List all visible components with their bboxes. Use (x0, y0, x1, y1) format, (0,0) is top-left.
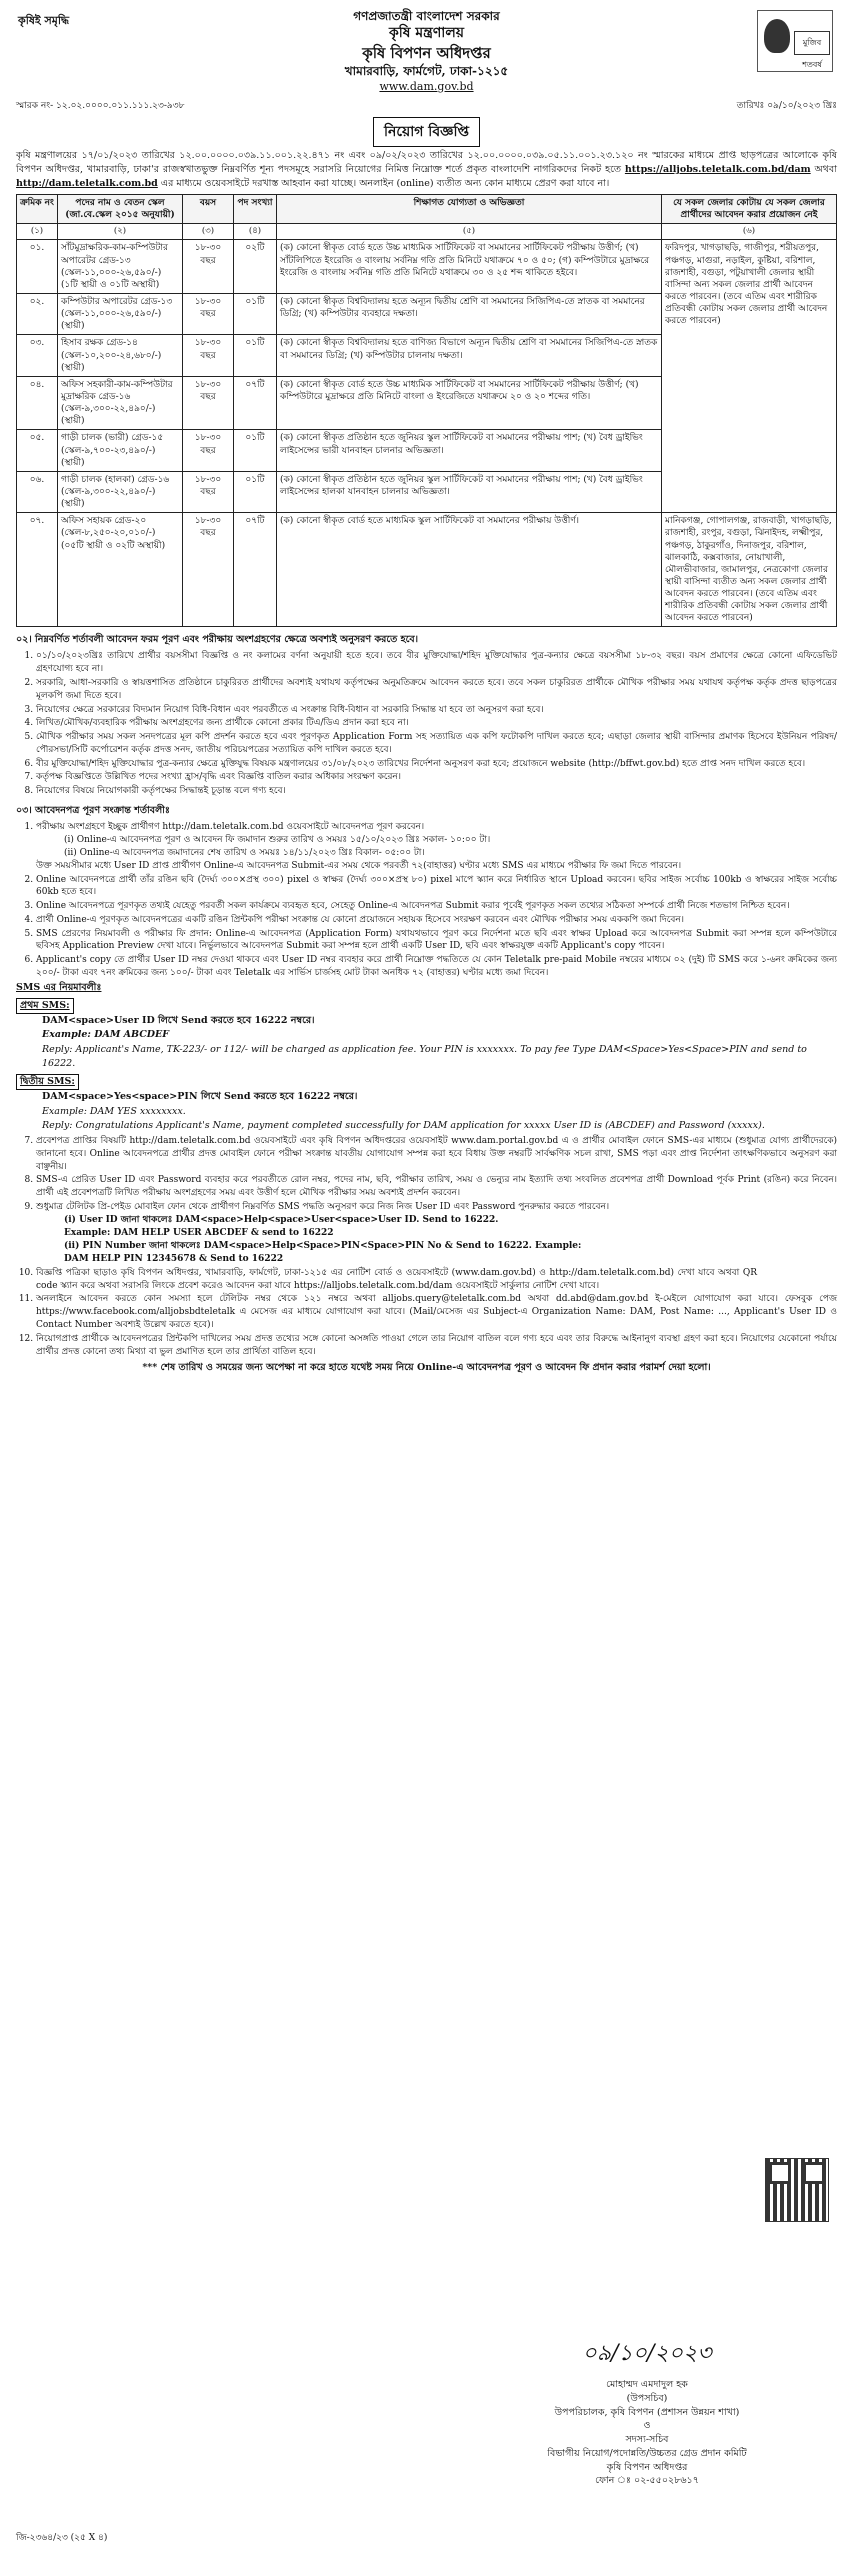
second-sms-reply: Reply: Congratulations Applicant's Name, payment completed successfully for DAM application for xxxxx User ID is (ABCDEF) and Password (xxxxx). (42, 1119, 765, 1131)
second-sms-command: DAM<space>Yes<space>PIN লিখে Send করতে হবে 16222 নম্বরে। (42, 1091, 358, 1103)
list-item: 11. অনলাইনে আবেদন করতে কোন সমস্যা হলে টেলিটক নম্বর থেকে ১২১ নম্বরে অথবা alljobs.query@teletalk.com.bd অথবা dd.abd@dam.gov.bd ই-মেইলে যোগাযোগ করা যাবে। ফেসবুক পেজ https://www.facebook.com/alljobsbdteletalk এ মেসেজ এর মাধ্যমে যোগাযোগ করা যাবে। (Mail/মেসেজ এর Subject-এ Organization Name: DAM, Post Name: ..., Applicant's User ID ও Contact Number অবশ্যই উল্লেখ করতে হবে)। (36, 1293, 837, 1331)
table-row: ০১. সাঁটমুদ্রাক্ষরিক-কাম-কম্পিউটার অপারেটর গ্রেড-১৩ (স্কেল-১১,০০০-২৬,৫৯০/-) (১টি স্থায়ী ও ০১টি অস্থায়ী) ১৮-৩০ বছর ০২টি (ক) কোনো স্বীকৃত বোর্ড হতে উচ্চ মাধ্যমিক সার্টিফিকেট বা সমমানের সার্টিফিকেট পরীক্ষায় উত্তীর্ণ; (খ) সাঁটলিপিতে ইংরেজি ও বাংলায় সর্বনিম্ন গতি প্রতি মিনিটে যথাক্রমে ৭০ ও ৫০; (গ) কম্পিউটারে মুদ্রাক্ষরে ইংরেজি ও বাংলায় সর্বনিম্ন গতি প্রতি মিনিটে যথাক্রমে ৩০ ও ২৫ শব্দ থাকিতে হইবে। ফরিদপুর, খাগড়াছড়ি, গাজীপুর, শরীয়তপুর, পঞ্চগড়, মাগুরা, নড়াইল, কুষ্টিয়া, বরিশাল, রাজশাহী, বগুড়া, পটুয়াখালী জেলার স্থায়ী বাসিন্দা অন্য সকল জেলার প্রার্থী আবেদন করতে পারবেন। (তবে এতিম এবং শারীরিক প্রতিবন্ধী কোটায় সকল জেলার প্রার্থী আবেদন করতে পারবেন) (17, 240, 837, 294)
conditions-heading: ০২। নিম্নবর্ণিত শর্তাবলী আবেদন ফরম পূরণ এবং পরীক্ষায় অংশগ্রহণের ক্ষেত্রে অবশ্যই অনুসরণ করতে হবে। (16, 634, 419, 646)
recruitment-notice-page (16, 8, 837, 2554)
first-sms-example: Example: DAM ABCDEF (42, 1029, 170, 1041)
print-code: জি-২৩৬৪/২৩ (২৫ X ৪) (16, 2533, 108, 2543)
list-item: 4. প্রার্থী Online-এ পূরণকৃত আবেদনপত্রের একটি রঙিন প্রিন্টকপি পরীক্ষা সংক্রান্ত যে কোনো প্রয়োজনে সহায়ক হিসেবে সংরক্ষণ করবেন এবং মৌখিক পরীক্ষার সময় এককপি জমা দিবেন। (36, 914, 837, 927)
list-item: 1. পরীক্ষায় অংশগ্রহণে ইচ্ছুক প্রার্থীগণ http://dam.teletalk.com.bd ওয়েবসাইটে আবেদনপত্র পূরণ করবেন। (i) Online-এ আবেদনপত্র পূরণ ও আবেদন ফি জমাদান শুরুর তারিখ ও সময়ঃ ১৫/১০/২০২৩ খ্রিঃ সকাল- ১০:০০ টা। (ii) Online-এ আবেদনপত্র জমাদানের শেষ তারিখ ও সময়ঃ ১৪/১১/২০২৩ খ্রিঃ বিকাল- ০৫:০০ টা। উক্ত সময়সীমার মধ্যে User ID প্রাপ্ত প্রার্থীগণ Online-এ আবেদনপত্র Submit-এর সময় থেকে পরবর্তী ৭২(বাহাত্তর) ঘণ্টার মধ্যে SMS এর মাধ্যমে পরীক্ষার ফি জমা দিতে পারবেন। (36, 821, 837, 873)
col-quota: যে সকল জেলার কোটায় যে সকল জেলার প্রার্থীদের আবেদন করার প্রয়োজন নেই (662, 194, 837, 223)
ministry-name: কৃষি মন্ত্রণালয় (388, 25, 465, 42)
second-sms-example: Example: DAM YES xxxxxxxx. (42, 1105, 186, 1117)
list-item: 6. Applicant's copy তে প্রার্থীর User ID নম্বর দেওয়া থাকবে এবং User ID নম্বর ব্যবহার করে প্রার্থী নিম্নোক্ত পদ্ধতিতে যে কোন Teletalk pre-paid Mobile নম্বরের মাধ্যমে ০২ (দুই) টি SMS করে ১-৬নং ক্রমিকের জন্য ২০০/- টাকা এবং ৭নং ক্রমিকের জন্য ১০০/- টাকা এবং Teletalk এর সার্ভিস চার্জসহ মোট টাকা অনধিক ৭২ (বাহাত্তর) ঘণ্টার মধ্যে জমা দিবেন। (36, 954, 837, 980)
intro-paragraph: কৃষি মন্ত্রণালয়ের ১৭/০১/২০২৩ তারিখের ১২.০০.০০০০.০৩৯.১১.০০১.২২.৪৭১ নং এবং ০৯/০২/২০২৩ তারিখের ১২.০০.০০০০.০৩৯.০৫.১১.০০১.২৩.১২০ নং স্মারকের মাধ্যমে প্রাপ্ত ছাড়পত্রের আলোকে কৃষি বিপণন অধিদপ্তর, খামারবাড়ি, ঢাকা'র রাজস্বখাতভুক্ত নিম্নবর্ণিত শূন্য পদসমূহে সরাসরি নিয়োগের নিমিত্ত নিম্নোক্ত শর্তে প্রকৃত বাংলাদেশি নাগরিকদের নিকট হতে https://alljobs.teletalk.com.bd/dam অথবা http://dam.teletalk.com.bd এর মাধ্যমে ওয়েবসাইটে দরখাস্ত আহবান করা যাচ্ছে। অনলাইন (online) ব্যতীত অন্য কোন মাধ্যমে প্রেরণ করা যাবে না। (16, 150, 837, 189)
portrait-icon (764, 19, 790, 53)
list-item: 2. Online আবেদনপত্রে প্রার্থী তাঁর রঙিন ছবি (দৈর্ঘ্য ৩০০×প্রস্থ ৩০০) pixel ও স্বাক্ষর (দৈর্ঘ্য ৩০০×প্রস্থ ৮০) pixel মাপে স্ক্যান করে নির্ধারিত স্থানে Upload করবেন। ছবির সাইজ সর্বোচ্চ 100kb ও স্বাক্ষরের সাইজ সর্বোচ্চ 60kb হতে হবে। (36, 874, 837, 900)
reference-line (16, 98, 837, 113)
col-serial: ক্রমিক নং (17, 194, 58, 223)
application-heading: ০৩। আবেদনপত্র পূরণ সংক্রান্ত শর্তাবলীঃ (16, 804, 170, 816)
list-item: 8. নিয়োগের বিষয়ে নিয়োগকারী কর্তৃপক্ষের সিদ্ধান্তই চূড়ান্ত বলে গণ্য হবে। (36, 785, 837, 798)
memo-date: তারিখঃ ০৯/১০/২০২৩ খ্রিঃ (736, 101, 837, 112)
logo-text: মুজিব শতবর্ষ (794, 31, 830, 55)
sms-heading: SMS এর নিয়মাবলীঃ (16, 981, 102, 993)
table-row: ০৫. গাড়ী চালক (ভারী) গ্রেড-১৫ (স্কেল-৯,৭০০-২৩,৪৯০/-) (স্থায়ী) ১৮-৩০ বছর ০১টি (ক) কোনো স্বীকৃত প্রতিষ্ঠান হতে জুনিয়র স্কুল সার্টিফিকেট বা সমমানের পরীক্ষায় পাশ; (খ) বৈধ ড্রাইভিং লাইসেন্সের ভারী যানবাহন চালনার অভিজ্ঞতা। (17, 430, 837, 471)
mujib-centenary-logo (757, 10, 833, 72)
closing-note: *** শেষ তারিখ ও সময়ের জন্য অপেক্ষা না করে হাতে যথেষ্ট সময় নিয়ে Online-এ আবেদনপত্র পূরণ ও আবেদন ফি প্রদান করার পরামর্শ দেয়া হলো। (142, 1362, 711, 1374)
notice-title: নিয়োগ বিজ্ঞপ্তি (16, 117, 837, 147)
address: খামারবাড়ি, ফার্মগেট, ঢাকা-১২১৫ (344, 64, 509, 79)
list-item: 7. প্রবেশপত্র প্রাপ্তির বিষয়টি http://dam.teletalk.com.bd ওয়েবসাইটে এবং কৃষি বিপণন অধিদপ্তরের ওয়েবসাইট www.dam.portal.gov.bd এ ও প্রার্থীর মোবাইল ফোনে SMS-এর মাধ্যমে (শুধুমাত্র যোগ্য প্রার্থীদেরকে) জানানো হবে। Online আবেদনপত্রে প্রার্থীর প্রদত্ত মোবাইল ফোনে পরীক্ষা সংক্রান্ত যাবতীয় যোগাযোগ সম্পন্ন করা হবে বিধায় উক্ত নম্বরটি সার্বক্ষণিক সচল রাখা, SMS পড়া এবং প্রাপ্ত নির্দেশনা তাৎক্ষণিকভাবে অনুসরণ করা বাঞ্ছনীয়। (36, 1135, 837, 1173)
col-education: শিক্ষাগত যোগ্যতা ও অভিজ্ঞতা (277, 194, 662, 223)
letterhead (16, 8, 837, 94)
list-item: 8. SMS-এ প্রেরিত User ID এবং Password ব্যবহার করে পরবর্তীতে রোল নম্বর, পদের নাম, ছবি, পরীক্ষার তারিখ, সময় ও ভেন্যুর নাম ইত্যাদি তথ্য সংবলিত প্রবেশপত্র প্রার্থী Download পূর্বক Print (রঙিন) করে নিবেন। প্রার্থী এই প্রবেশপত্রটি লিখিত পরীক্ষায় অংশগ্রহণের সময় এবং উত্তীর্ণ হলে মৌখিক পরীক্ষার সময় অবশ্যই প্রদর্শন করবেন। (36, 1174, 837, 1200)
list-item: 7. কর্তৃপক্ষ বিজ্ঞপ্তিতে উল্লিখিত পদের সংখ্যা হ্রাস/বৃদ্ধি এবং বিজ্ঞপ্তি বাতিল করার অধিকার সংরক্ষণ করেন। (36, 771, 837, 784)
table-row: ০৬. গাড়ী চালক (হালকা) গ্রেড-১৬ (স্কেল-৯,৩০০-২২,৪৯০/-) (স্থায়ী) ১৮-৩০ বছর ০১টি (ক) কোনো স্বীকৃত প্রতিষ্ঠান হতে জুনিয়র স্কুল সার্টিফিকেট বা সমমানের পরীক্ষায় পাশ; (খ) বৈধ ড্রাইভিং লাইসেন্সের হালকা যানবাহন চালনার অভিজ্ঞতা। (17, 471, 837, 512)
phone-number: ফোন ঃ ০২-৫৫০২৮৬১৭ (595, 2475, 699, 2487)
column-number-row: (১) (২) (৩) (৪) (৫) (৬) (17, 223, 837, 239)
memo-number: স্মারক নং- ১২.০২.০০০০.০১১.১১১.২৩-৯৩৮ (16, 101, 185, 112)
recover-user-id: (i) User ID জানা থাকলেঃ DAM<space>Help<space>User<space>User ID. Send to 16222. Example: DAM HELP USER ABCDEF & send to 16222 (64, 1214, 499, 1238)
application-list (16, 821, 837, 980)
qr-code-icon[interactable] (765, 2158, 829, 2222)
website-link[interactable]: www.dam.gov.bd (379, 79, 474, 93)
list-item: 5. SMS প্রেরণের নিয়মাবলী ও পরীক্ষার ফি প্রদান: Online-এ আবেদনপত্র (Application Form) যথাযথভাবে পূরণ করে নির্দেশনা মতে ছবি এবং স্বাক্ষর Upload করে আবেদনপত্র Submit করা সম্পন্ন হলে কম্পিউটারে ছবিসহ Application Preview দেখা যাবে। নির্ভুলভাবে আবেদনপত্র Submit করা সম্পন্ন হলে প্রার্থী একটি User ID, ছবি এবং স্বাক্ষরযুক্ত একটি Applicant's copy পাবেন। (36, 928, 837, 954)
conditions-list (16, 650, 837, 797)
signatory-name: মোহাম্মদ এমদাদুল হক (606, 2379, 688, 2390)
vacancy-table (16, 194, 837, 628)
list-item: 9. শুধুমাত্র টেলিটক প্রি-পেইড মোবাইল ফোন থেকে প্রার্থীগণ নিম্নবর্ণিত SMS পদ্ধতি অনুসরণ করে নিজ নিজ User ID এবং Password পুনরুদ্ধার করতে পারবেন। (i) User ID জানা থাকলেঃ DAM<space>Help<space>User<space>User ID. Send to 16222. Example: DAM HELP USER ABCDEF & send to 16222 (ii) PIN Number জানা থাকলেঃ DAM<space>Help<Space>PIN<Space>PIN No & Send to 16222. Example: DAM HELP PIN 12345678 & Send to 16222 (36, 1201, 837, 1266)
col-post: পদের নাম ও বেতন স্কেল (জা.বে.স্কেল ২০১৫ অনুযায়ী) (58, 194, 183, 223)
list-item: 6. বীর মুক্তিযোদ্ধা/শহিদ মুক্তিযোদ্ধার পুত্র-কন্যার ক্ষেত্রে মুক্তিযুদ্ধ বিষয়ক মন্ত্রণালয়ের ৩১/০৮/২০২৩ তারিখের নির্দেশনা অনুসরণ করা হবে; প্রয়োজনে website (http://bffwt.gov.bd) হতে প্রাপ্ত সনদ দাখিল করতে হবে। (36, 758, 837, 771)
sms-instructions (16, 981, 837, 1134)
teletalk-link[interactable]: http://dam.teletalk.com.bd (16, 177, 158, 189)
list-item: 10. বিজ্ঞপ্তি পত্রিকা ছাড়াও কৃষি বিপণন অধিদপ্তর, খামারবাড়ি, ফার্মগেট, ঢাকা-১২১৫ এর নোটিশ বোর্ড ও ওয়েবসাইটে (www.dam.gov.bd) ও http://dam.teletalk.com.bd) দেখা যাবে অথবা QR code স্ক্যান করে অথবা সরাসরি লিংকে প্রবেশ করেও আবেদন করা যাবে https://alljobs.teletalk.com.bd/dam ওয়েবসাইটে সার্কুলার নোটিশ দেখা যাবে। (36, 1267, 837, 1293)
list-item: 5. মৌখিক পরীক্ষার সময় সকল সনদপত্রের মূল কপি প্রদর্শন করতে হবে এবং পূরণকৃত Application Form সহ সত্যায়িত এক কপি ফটোকপি দাখিল করতে হবে; এছাড়া জেলার স্থায়ী বাসিন্দার প্রমাণক হিসেবে ইউনিয়ন পরিষদ/পৌরসভা/সিটি কর্পোরেশন কর্তৃক প্রদত্ত সনদ, জাতীয় পরিচয়পত্রের সত্যায়িত কপি দাখিল করতে হবে। (36, 731, 837, 757)
list-item: 1. ০১/১০/২০২৩খ্রিঃ তারিখে প্রার্থীর বয়সসীমা বিজ্ঞপ্তি ও নং কলামের বর্ণনা অনুযায়ী হতে হবে। তবে বীর মুক্তিযোদ্ধা/শহিদ মুক্তিযোদ্ধার পুত্র-কন্যার ক্ষেত্রে বয়সসীমা ১৮-৩২ বছর। বয়স প্রমাণের ক্ষেত্রে কোনো এফিডেভিট গ্রহণযোগ্য হবে না। (36, 650, 837, 676)
alljobs-link[interactable]: https://alljobs.teletalk.com.bd/dam (624, 164, 811, 176)
fee-deadline-note: উক্ত সময়সীমার মধ্যে User ID প্রাপ্ত প্রার্থীগণ Online-এ আবেদনপত্র Submit-এর সময় থেকে পরবর্তী ৭২(বাহাত্তর) ঘণ্টার মধ্যে SMS এর মাধ্যমে পরীক্ষার ফি জমা দিতে পারবেন। (36, 860, 682, 871)
first-sms-reply: Reply: Applicant's Name, TK-223/- or 112/- will be charged as application fee. Your PIN is xxxxxxx. To pay fee Type DAM<Space>Yes<Space>PIN and send to 16222. (42, 1043, 807, 1069)
quota-note-1: ফরিদপুর, খাগড়াছড়ি, গাজীপুর, শরীয়তপুর, পঞ্চগড়, মাগুরা, নড়াইল, কুষ্টিয়া, বরিশাল, রাজশাহী, বগুড়া, পটুয়াখালী জেলার স্থায়ী বাসিন্দা অন্য সকল জেলার প্রার্থী আবেদন করতে পারবেন। (তবে এতিম এবং শারীরিক প্রতিবন্ধী কোটায় সকল জেলার প্রার্থী আবেদন করতে পারবেন) (662, 240, 837, 513)
col-age: বয়স (183, 194, 234, 223)
slogan-tag: কৃষিই সমৃদ্ধি (18, 14, 70, 27)
signature-scrawl: ০৯/১০/২০২৩ (582, 2341, 712, 2366)
department-name: কৃষি বিপণন অধিদপ্তর (362, 44, 491, 63)
table-row: ০৪. অফিস সহকারী-কাম-কম্পিউটার মুদ্রাক্ষরিক গ্রেড-১৬ (স্কেল-৯,৩০০-২২,৪৯০/-) (স্থায়ী) ১৮-৩০ বছর ০৭টি (ক) কোনো স্বীকৃত বোর্ড হতে উচ্চ মাধ্যমিক সার্টিফিকেট বা সমমানের সার্টিফিকেট পরীক্ষায় উত্তীর্ণ; (খ) কম্পিউটারে মুদ্রাক্ষরে প্রতি মিনিটে বাংলা ও ইংরেজিতে যথাক্রমে ২০ ও ২০ শব্দের গতি। (17, 376, 837, 430)
col-count: পদ সংখ্যা (234, 194, 277, 223)
first-sms-label: প্রথম SMS: (16, 998, 74, 1014)
table-row: ০৩. হিসাব রক্ষক গ্রেড-১৪ (স্কেল-১০,২০০-২৪,৬৮০/-) (স্থায়ী) ১৮-৩০ বছর ০১টি (ক) কোনো স্বীকৃত বিশ্ববিদ্যালয় হতে বাণিজ্য বিভাগে অন্যূন দ্বিতীয় শ্রেণি বা সমমানের সিজিপিএ-তে স্নাতক বা সমমানের ডিগ্রি; (খ) কম্পিউটার চালনায় দক্ষতা। (17, 335, 837, 376)
table-row: ০৭. অফিস সহায়ক গ্রেড-২০ (স্কেল-৮,২৫০-২০,০১০/-) (০৫টি স্থায়ী ও ০২টি অস্থায়ী) ১৮-৩০ বছর ০৭টি (ক) কোনো স্বীকৃত বোর্ড হতে মাধ্যমিক স্কুল সার্টিফিকেট বা সমমানের পরীক্ষায় উত্তীর্ণ। মানিকগঞ্জ, গোপালগঞ্জ, রাজবাড়ী, খাগড়াছড়ি, রাজশাহী, রংপুর, বগুড়া, ঝিনাইদহ, লক্ষ্মীপুর, পঞ্চগড়, ঠাকুরগাঁও, দিনাজপুর, বরিশাল, ঝালকাঠি, কক্সবাজার, নোয়াখালী, মৌলভীবাজার, জামালপুর, নেত্রকোণা জেলার স্থায়ী বাসিন্দা ব্যতীত অন্য সকল জেলার প্রার্থী আবেদন করতে পারবেন। (তবে এতিম এবং শারীরিক প্রতিবন্ধী কোটায় সকল জেলার প্রার্থী আবেদন করতে পারবেন) (17, 513, 837, 627)
recover-pin: (ii) PIN Number জানা থাকলেঃ DAM<space>Help<Space>PIN<Space>PIN No & Send to 16222. Example: DAM HELP PIN 12345678 & Send to 16222 (64, 1240, 582, 1264)
table-row: ০২. কম্পিউটার অপারেটর গ্রেড-১৩ (স্কেল-১১,০০০-২৬,৫৯০/-) (স্থায়ী) ১৮-৩০ বছর ০১টি (ক) কোনো স্বীকৃত বিশ্ববিদ্যালয় হতে অন্যূন দ্বিতীয় শ্রেণি বা সমমানের সিজিপিএ-তে স্নাতক বা সমমানের ডিগ্রি; (খ) কম্পিউটার ব্যবহারে দক্ষতা। (17, 293, 837, 334)
second-sms-label: দ্বিতীয় SMS: (16, 1074, 79, 1090)
table-header-row (17, 194, 837, 223)
list-item: 3. নিয়োগের ক্ষেত্রে সরকারের বিদ্যমান নিয়োগ বিধি-বিধান এবং পরবর্তীতে এ সংক্রান্ত বিধি-বিধান বা সরকারি সিদ্ধান্ত যা হবে তা অনুসরণ করা হবে। (36, 704, 837, 717)
end-time: (ii) Online-এ আবেদনপত্র জমাদানের শেষ তারিখ ও সময়ঃ ১৪/১১/২০২৩ খ্রিঃ বিকাল- ০৫:০০ টা। (64, 847, 425, 858)
start-time: (i) Online-এ আবেদনপত্র পূরণ ও আবেদন ফি জমাদান শুরুর তারিখ ও সময়ঃ ১৫/১০/২০২৩ খ্রিঃ সকাল- ১০:০০ টা। (64, 834, 491, 845)
list-item: 3. Online আবেদনপত্রে পূরণকৃত তথ্যই যেহেতু পরবর্তী সকল কার্যক্রমে ব্যবহৃত হবে, সেহেতু Online-এ আবেদনপত্র Submit করার পূর্বেই পূরণকৃত সকল তথ্যের সঠিকতা সম্পর্কে প্রার্থী নিজে শতভাগ নিশ্চিত হবেন। (36, 900, 837, 913)
list-item: 12. নিয়োগপ্রাপ্ত প্রার্থীকে আবেদনপত্রের প্রিন্টকপি দাখিলের সময় প্রদত্ত তথ্যের সঙ্গে কোনো অসঙ্গতি পাওয়া গেলে তার নিয়োগ বাতিল বলে গণ্য হবে এবং তার বিরুদ্ধে আইনানুগ ব্যবস্থা গ্রহণ করা হবে। নিয়োগের যেকোনো পর্যায়ে প্রার্থীর প্রদত্ত কোনো তথ্য মিথ্যা বা ভুল প্রমাণিত হলে তার প্রার্থিতা বাতিল হবে। (36, 1333, 837, 1359)
quota-note-2: মানিকগঞ্জ, গোপালগঞ্জ, রাজবাড়ী, খাগড়াছড়ি, রাজশাহী, রংপুর, বগুড়া, ঝিনাইদহ, লক্ষ্মীপুর, পঞ্চগড়, ঠাকুরগাঁও, দিনাজপুর, বরিশাল, ঝালকাঠি, কক্সবাজার, নোয়াখালী, মৌলভীবাজার, জামালপুর, নেত্রকোণা জেলার স্থায়ী বাসিন্দা ব্যতীত অন্য সকল জেলার প্রার্থী আবেদন করতে পারবেন। (তবে এতিম এবং শারীরিক প্রতিবন্ধী কোটায় সকল জেলার প্রার্থী আবেদন করতে পারবেন) (662, 513, 837, 627)
admit-list (16, 1135, 837, 1358)
govt-name: গণপ্রজাতন্ত্রী বাংলাদেশ সরকার (353, 9, 500, 23)
signature-block: ০৯/১০/২০২৩ মোহাম্মদ এমদাদুল হক (উপসচিব) উপপরিচালক, কৃষি বিপণন (প্রশাসন উন্নয়ন শাখা) ও সদস্য-সচিব বিভাগীয় নিয়োগ/পদোন্নতি/উচ্চতর গ্রেড প্রদান কমিটি কৃষি বিপণন অধিদপ্তর ফোন ঃ ০২-৫৫০২৮৬১৭ (497, 2338, 797, 2488)
list-item: 4. লিখিত/মৌখিক/ব্যবহারিক পরীক্ষায় অংশগ্রহণের জন্য প্রার্থীকে কোনো প্রকার টিএ/ডিএ প্রদান করা হবে না। (36, 717, 837, 730)
first-sms-command: DAM<space>User ID লিখে Send করতে হবে 16222 নম্বরে। (42, 1015, 315, 1027)
list-item: 2. সরকারি, আধা-সরকারি ও স্বায়ত্তশাসিত প্রতিষ্ঠানে চাকুরিরত প্রার্থীদের অবশ্যই যথাযথ কর্তৃপক্ষের অনুমতিক্রমে আবেদন করতে হবে। তবে সকল চাকুরিরত প্রার্থীকে মৌখিক পরীক্ষার সময় যথাযথ কর্তৃপক্ষ কর্তৃক প্রদত্ত ছাড়পত্রের মূলকপি জমা দিতে হবে। (36, 677, 837, 703)
